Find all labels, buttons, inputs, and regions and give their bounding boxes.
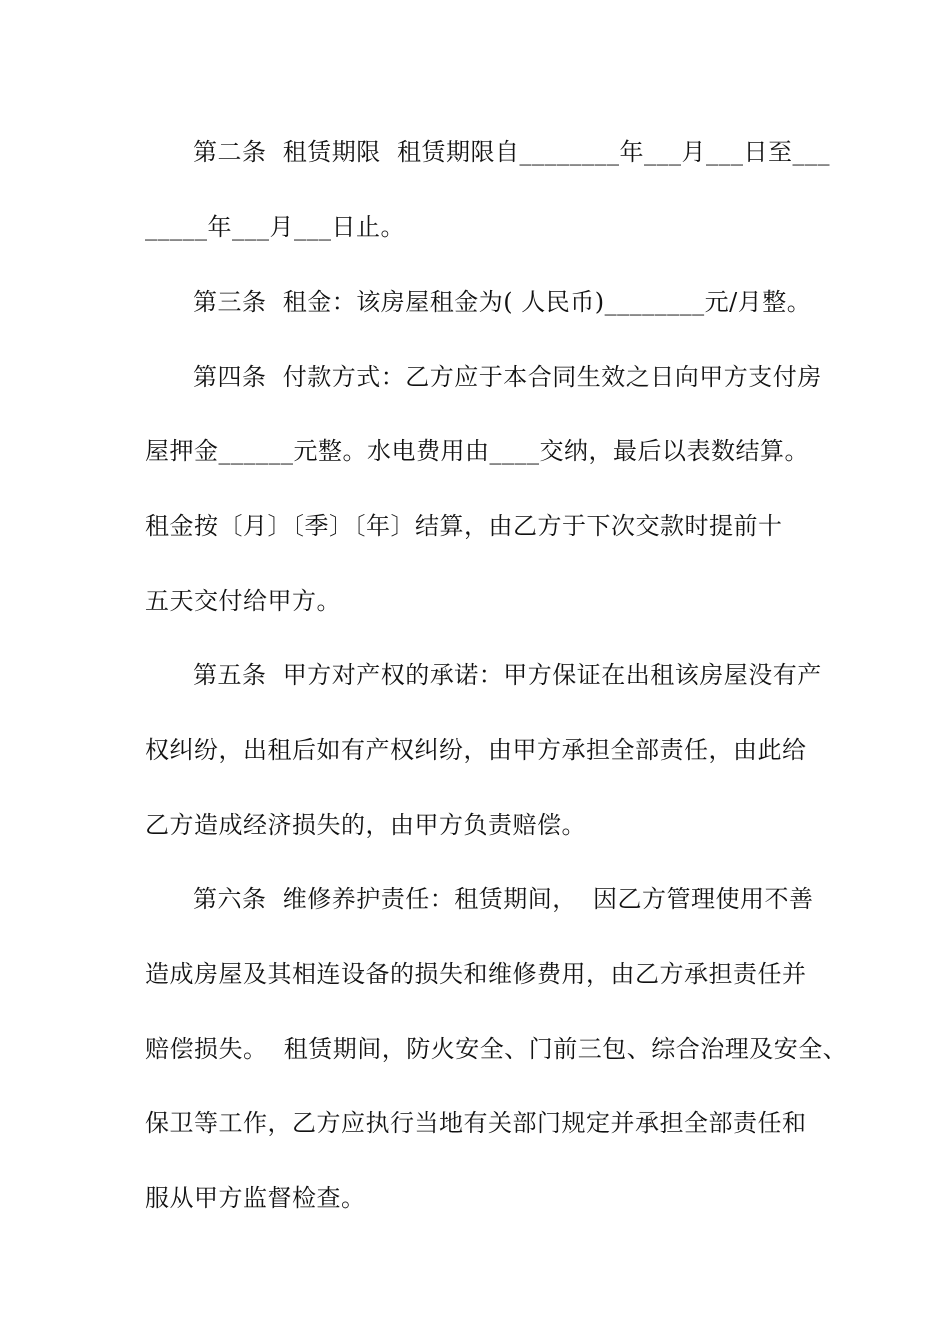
article-4-line-4: 五天交付给甲方。 xyxy=(145,587,341,615)
article-5-line-3: 乙方造成经济损失的，由甲方负责赔偿。 xyxy=(145,811,586,839)
article-6-line-1: 第六条 维修养护责任：租赁期间， 因乙方管理使用不善 xyxy=(193,885,814,913)
article-4-line-3: 租金按〔月〕〔季〕〔年〕结算，由乙方于下次交款时提前十 xyxy=(145,512,783,540)
article-2-line-2: _____年___月___日止。 xyxy=(145,213,405,241)
article-3-line-1: 第三条 租金：该房屋租金为( 人民币)________元/月整。 xyxy=(193,288,812,316)
article-5-line-2: 权纠纷，出租后如有产权纠纷，由甲方承担全部责任，由此给 xyxy=(145,736,807,764)
article-5-line-1: 第五条 甲方对产权的承诺：甲方保证在出租该房屋没有产 xyxy=(193,661,822,689)
article-2-line-1: 第二条 租赁期限 租赁期限自________年___月___日至___ xyxy=(193,138,831,166)
article-6-line-5: 服从甲方监督检查。 xyxy=(145,1184,366,1212)
article-6-line-3: 赔偿损失。 租赁期间，防火安全、门前三包、综合治理及安全、 xyxy=(145,1035,848,1063)
article-4-line-2: 屋押金______元整。水电费用由____交纳，最后以表数结算。 xyxy=(145,437,809,465)
article-6-line-4: 保卫等工作，乙方应执行当地有关部门规定并承担全部责任和 xyxy=(145,1109,807,1137)
article-4-line-1: 第四条 付款方式：乙方应于本合同生效之日向甲方支付房 xyxy=(193,363,822,391)
article-6-line-2: 造成房屋及其相连设备的损失和维修费用，由乙方承担责任并 xyxy=(145,960,807,988)
